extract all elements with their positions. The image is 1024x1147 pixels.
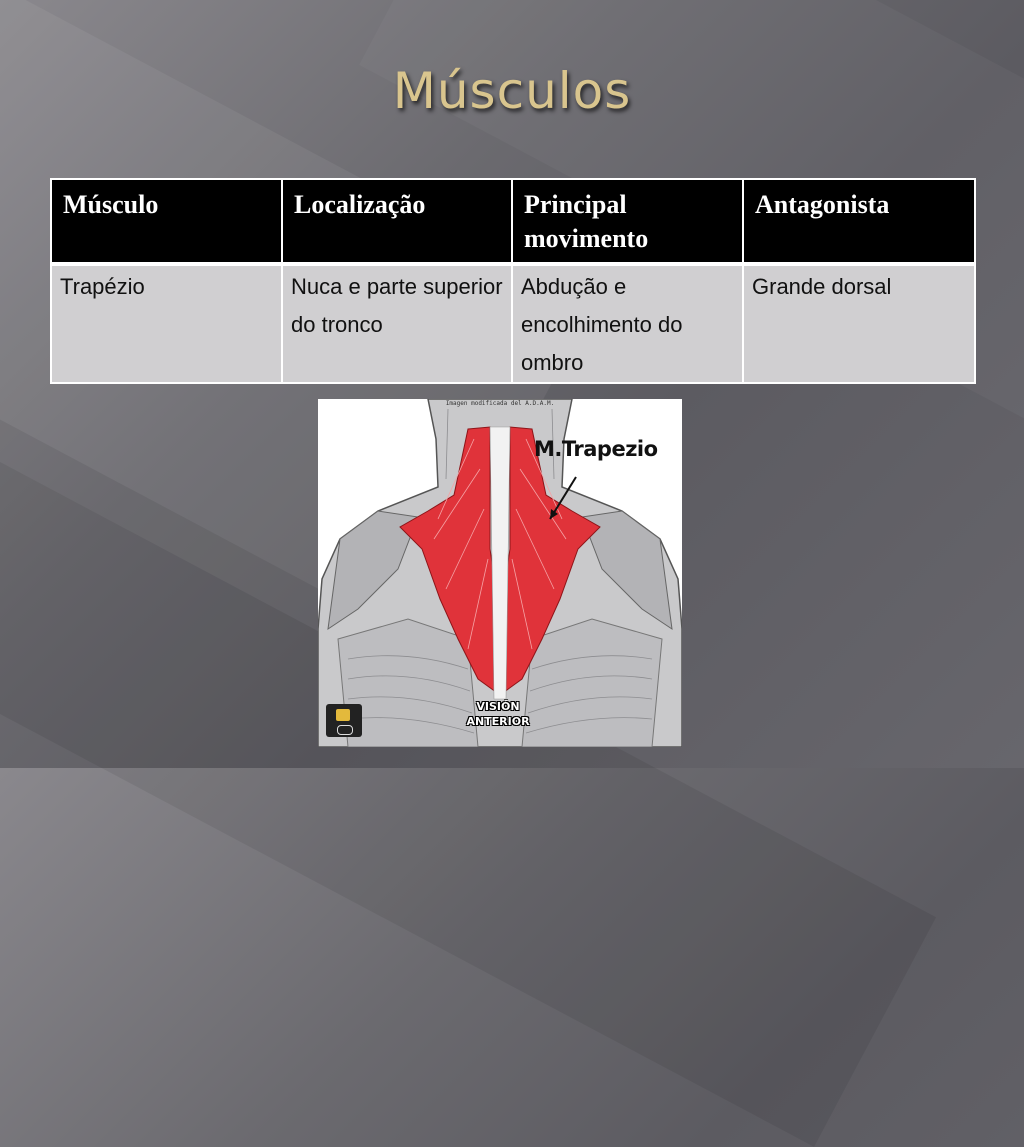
header-antagonist: Antagonista bbox=[743, 179, 975, 264]
cell-muscle: Trapézio bbox=[51, 264, 282, 383]
trapezius-illustration bbox=[318, 399, 682, 747]
logo-mascot-icon bbox=[336, 709, 350, 721]
image-credit: Imagen modificada del A.D.A.M. bbox=[445, 400, 555, 407]
header-location: Localização bbox=[282, 179, 512, 264]
logo-badge-icon bbox=[326, 704, 362, 737]
trapezius-label: M.Trapezio bbox=[534, 437, 658, 461]
creative-commons-icon bbox=[337, 725, 353, 735]
view-caption-line1: VISIÓN bbox=[476, 700, 520, 713]
cell-main-movement: Abdução e encolhimento do ombro bbox=[512, 264, 743, 383]
header-main-movement: Principal movimento bbox=[512, 179, 743, 264]
cell-antagonist: Grande dorsal bbox=[743, 264, 975, 383]
header-muscle: Músculo bbox=[51, 179, 282, 264]
cell-location: Nuca e parte superior do tronco bbox=[282, 264, 512, 383]
table-row bbox=[51, 264, 975, 383]
table-header-row bbox=[51, 179, 975, 264]
right-latissimus-shape bbox=[522, 619, 662, 747]
slide-title: Músculos bbox=[392, 62, 632, 120]
view-caption-line2: ANTERIOR bbox=[466, 715, 530, 728]
muscle-table bbox=[50, 178, 976, 384]
view-caption bbox=[458, 699, 538, 729]
